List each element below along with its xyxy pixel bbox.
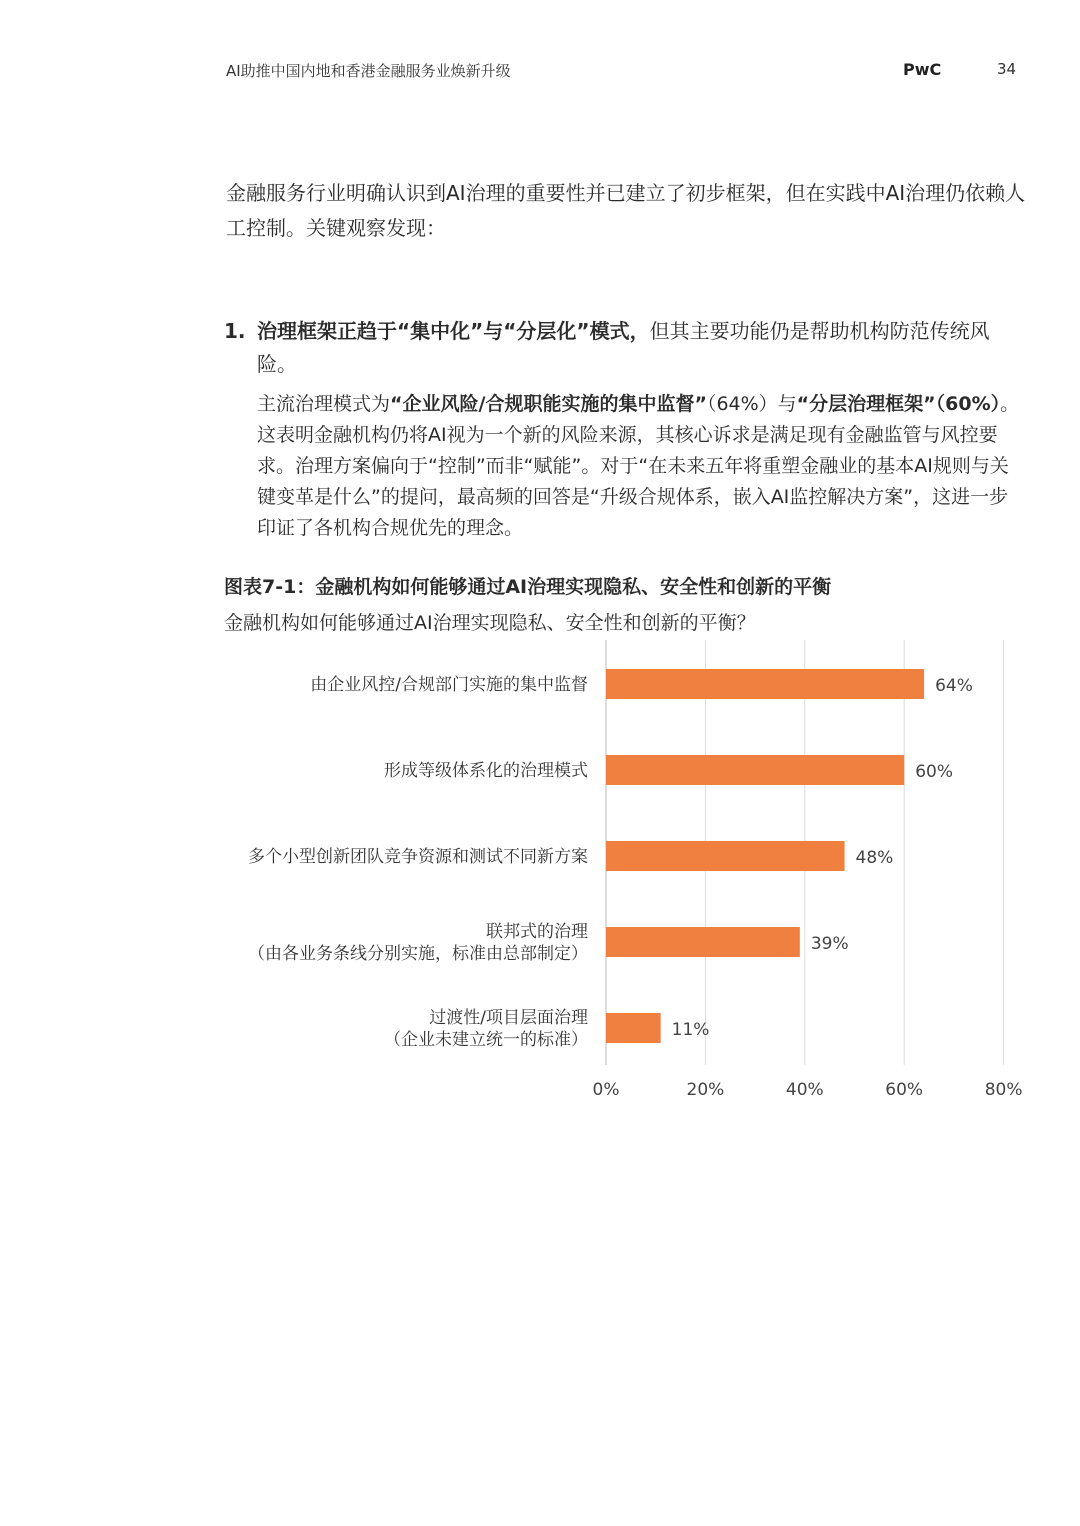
category-label: 多个小型创新团队竞争资源和测试不同新方案 [248,847,588,867]
figure-title: 图表7-1：金融机构如何能够通过AI治理实现隐私、安全性和创新的平衡 [224,576,832,598]
figure-subtitle: 金融机构如何能够通过AI治理实现隐私、安全性和创新的平衡？ [224,612,756,634]
value-label: 11% [671,1020,710,1040]
category-label: 联邦式的治理 [486,922,588,942]
category-label: （企业未建立统一的标准） [384,1030,588,1050]
x-tick-label: 40% [785,1080,824,1100]
x-tick-label: 80% [984,1080,1023,1100]
intro-paragraph: 金融服务行业明确认识到AI治理的重要性并已建立了初步框架，但在实践中AI治理仍依赖人工控制。关键观察发现： [226,181,1026,240]
category-label: 过渡性/项目层面治理 [429,1008,588,1028]
finding-number: 1. [224,319,246,343]
value-label: 39% [810,934,849,954]
finding-section [224,315,1024,544]
bar [606,1013,661,1043]
value-label: 64% [935,676,973,696]
finding-heading-bold: 治理框架正趋于“集中化”与“分层化”模式， [257,319,650,343]
x-tick-label: 20% [686,1080,725,1100]
bar [606,927,800,957]
finding-heading [224,315,1024,381]
bar-chart [0,630,1080,1110]
finding-heading-rest: 但其主要功能仍是帮助机构防范传统风险。 [257,319,990,376]
finding-body-part: 。这表明金融机构仍将AI视为一个新的风险来源，其核心诉求是满足现有金融监管与风控要求。治理方案偏向于“控制”而非“赋能”。对于“在未来五年将重塑金融业的基本AI规则与关键变革是什么”的提问，最高频的回答是“升级合规体系，嵌入AI监控解决方案”，这进一步印证了各机构合规优先的理念。 [257,393,1020,539]
bar [606,755,904,785]
finding-body-part: （64%）与 [706,393,797,415]
value-label: 60% [915,762,953,782]
x-tick-label: 60% [885,1080,924,1100]
category-label: 形成等级体系化的治理模式 [384,761,588,781]
finding-body-bold: “分层治理框架”（60%） [796,393,1001,415]
x-tick-label: 0% [592,1080,620,1100]
finding-heading-text [257,315,1024,381]
header-title: AI助推中国内地和香港金融服务业焕新升级 [226,62,511,80]
category-label: 由企业风控/合规部门实施的集中监督 [310,675,588,695]
bar [606,669,924,699]
page-number: 34 [997,60,1017,78]
finding-body [257,389,1024,544]
value-label: 48% [855,848,894,868]
header-brand: PwC [903,60,942,79]
category-label: （由各业务条线分别实施，标准由总部制定） [248,944,588,964]
bar [606,841,845,871]
finding-body-bold: “企业风险/合规职能实施的集中监督” [390,393,707,415]
finding-body-part: 主流治理模式为 [257,393,391,415]
